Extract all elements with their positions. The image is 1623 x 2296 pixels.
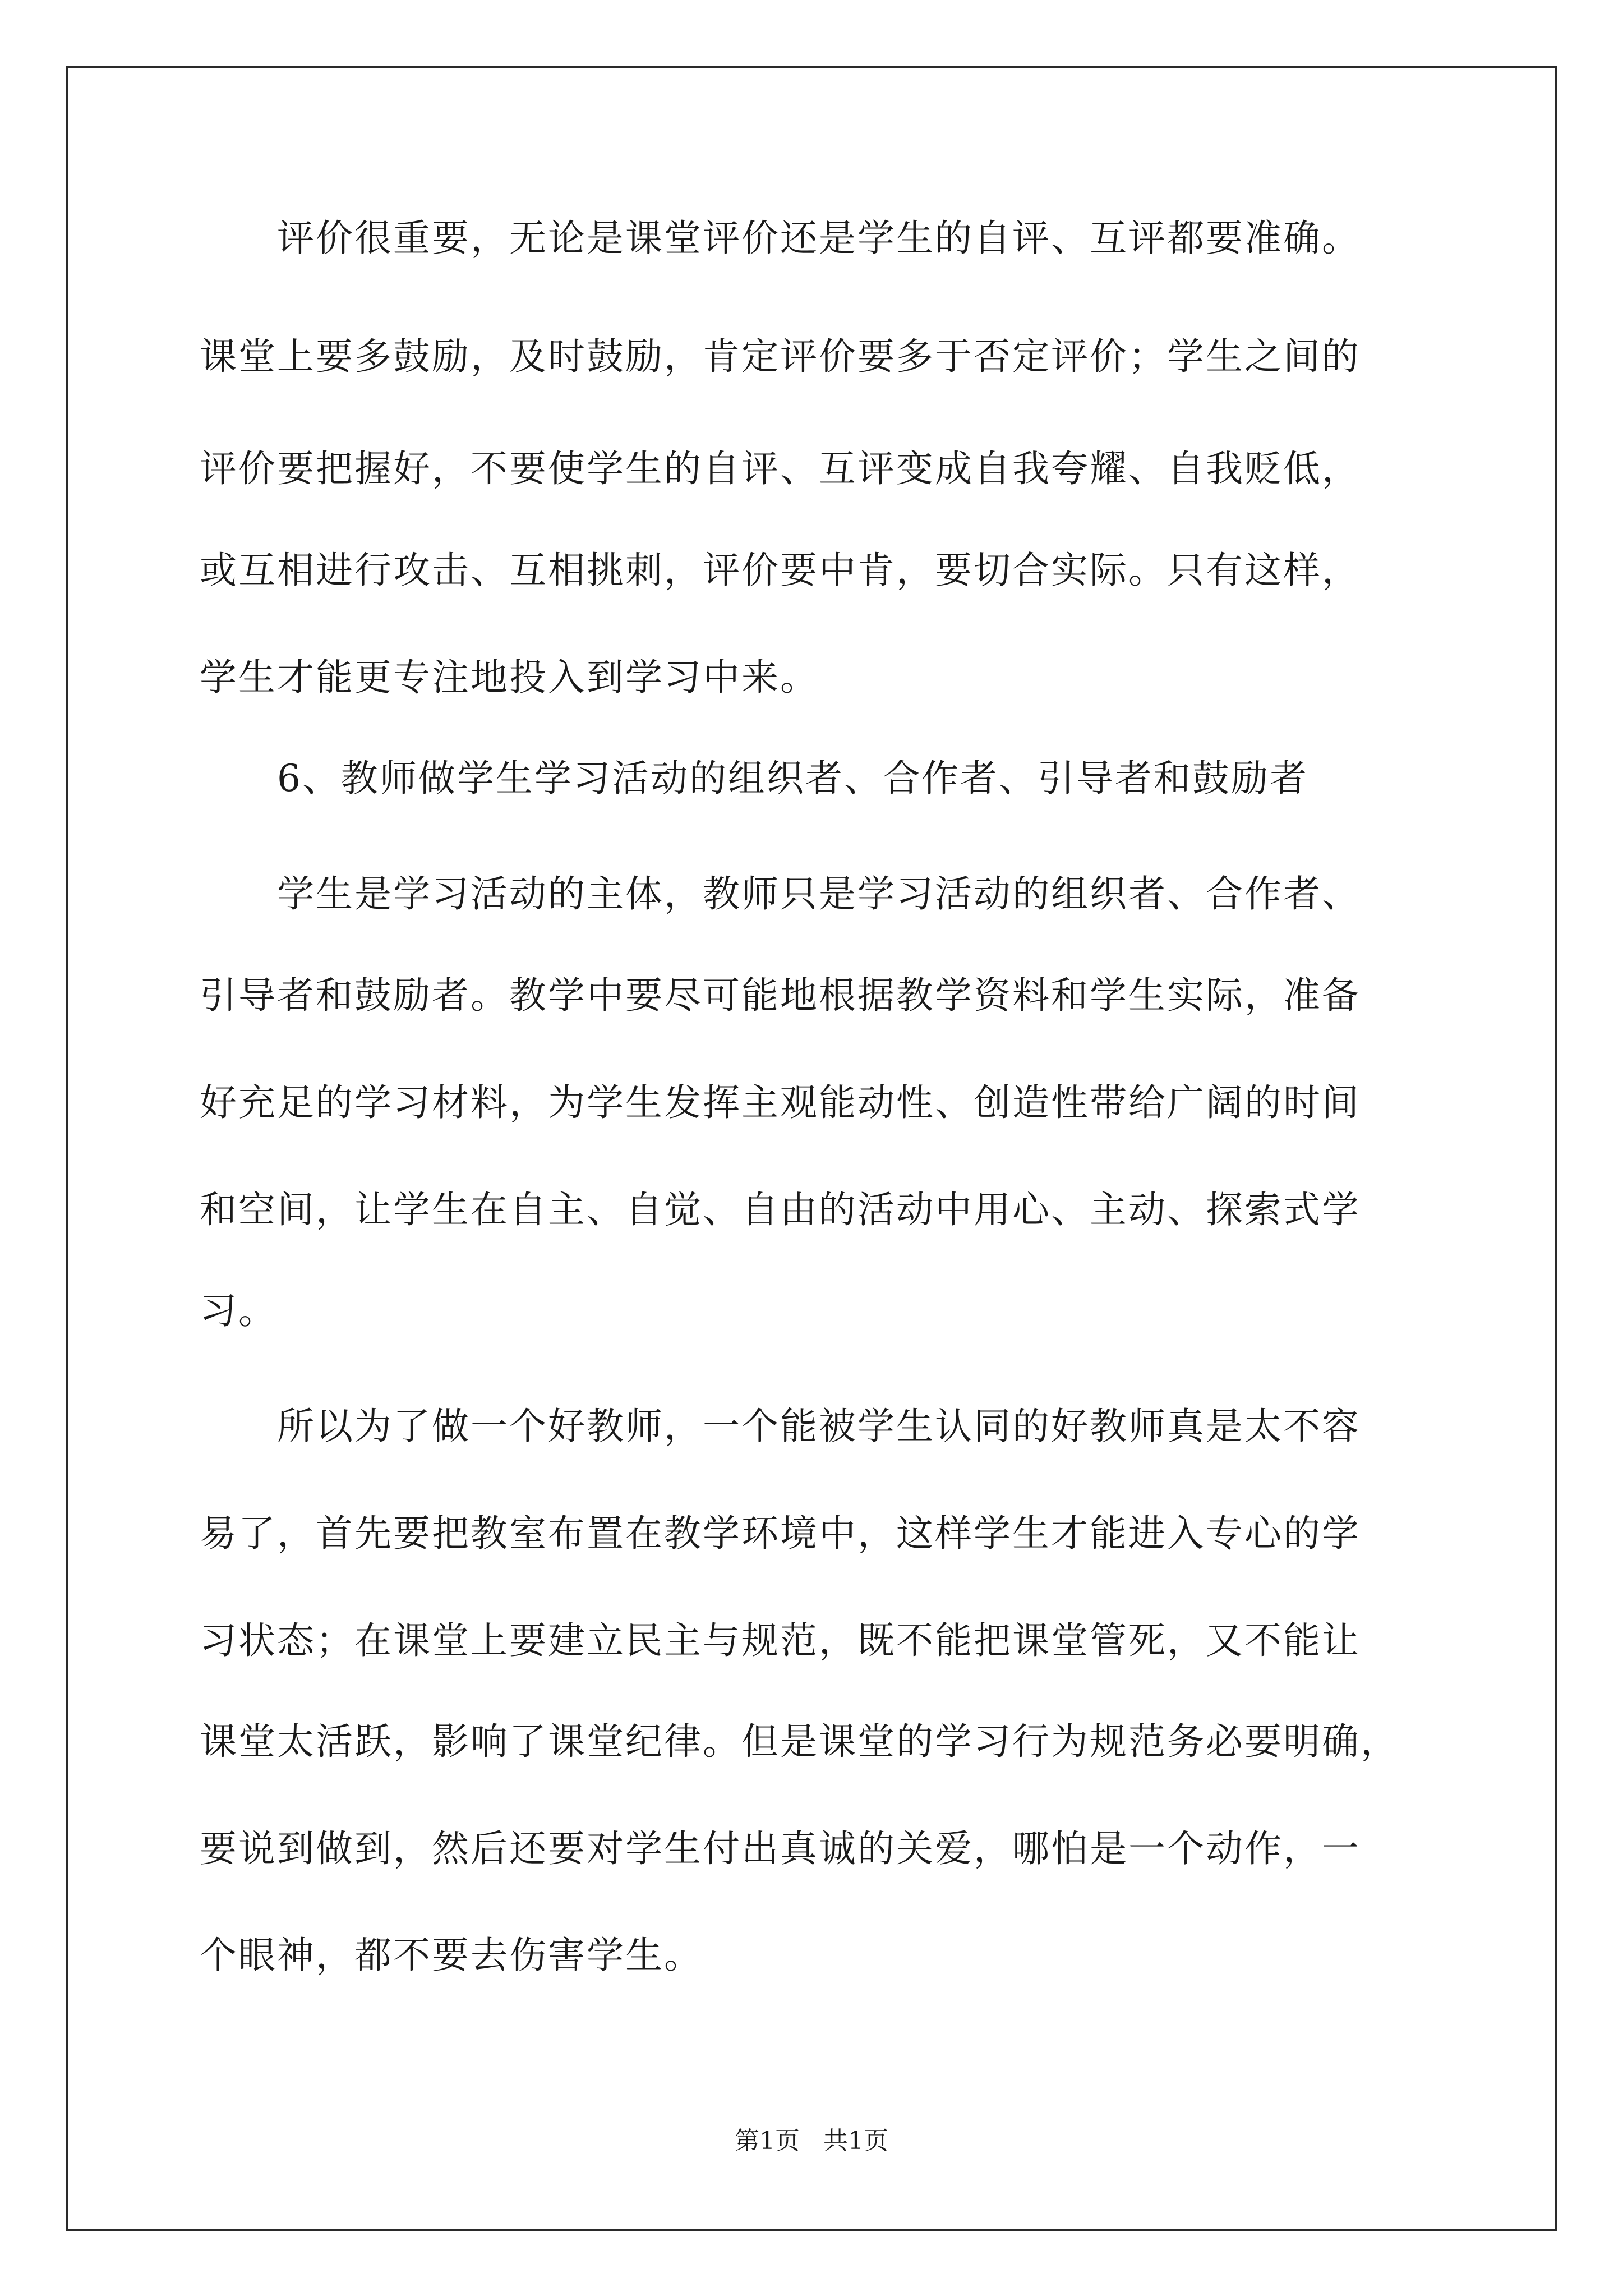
text-line: 引导者和鼓励者。教学中要尽可能地根据教学资料和学生实际，准备: [200, 974, 1361, 1017]
text-line: 个眼神，都不要去伤害学生。: [200, 1934, 703, 1977]
section-heading: 6、教师做学生学习活动的组织者、合作者、引导者和鼓励者: [200, 757, 1308, 800]
page-footer: 第1页 共1页: [735, 2127, 888, 2155]
text-line: 好充足的学习材料，为学生发挥主观能动性、创造性带给广阔的时间: [200, 1081, 1361, 1124]
text-line: 学生才能更专注地投入到学习中来。: [200, 656, 819, 699]
text-line: 要说到做到，然后还要对学生付出真诚的关爱，哪怕是一个动作，一: [200, 1827, 1361, 1870]
text-line: 评价很重要，无论是课堂评价还是学生的自评、互评都要准确。: [200, 217, 1361, 260]
text-line: 课堂上要多鼓励，及时鼓励，肯定评价要多于否定评价；学生之间的: [200, 335, 1361, 378]
text-line: 和空间，让学生在自主、自觉、自由的活动中用心、主动、探索式学: [200, 1188, 1361, 1231]
text-line: 易了，首先要把教室布置在教学环境中，这样学生才能进入专心的学: [200, 1512, 1361, 1555]
page-border: [66, 66, 1557, 2231]
text-line: 习。: [200, 1289, 277, 1332]
text-line: 习状态；在课堂上要建立民主与规范，既不能把课堂管死，又不能让: [200, 1619, 1361, 1662]
text-line: 或互相进行攻击、互相挑刺，评价要中肯，要切合实际。只有这样，: [200, 549, 1361, 592]
text-line: 学生是学习活动的主体，教师只是学习活动的组织者、合作者、: [200, 872, 1361, 915]
text-line: 评价要把握好，不要使学生的自评、互评变成自我夸耀、自我贬低，: [200, 447, 1361, 490]
text-line: 课堂太活跃，影响了课堂纪律。但是课堂的学习行为规范务必要明确，: [200, 1720, 1399, 1763]
text-line: 所以为了做一个好教师，一个能被学生认同的好教师真是太不容: [200, 1405, 1361, 1448]
